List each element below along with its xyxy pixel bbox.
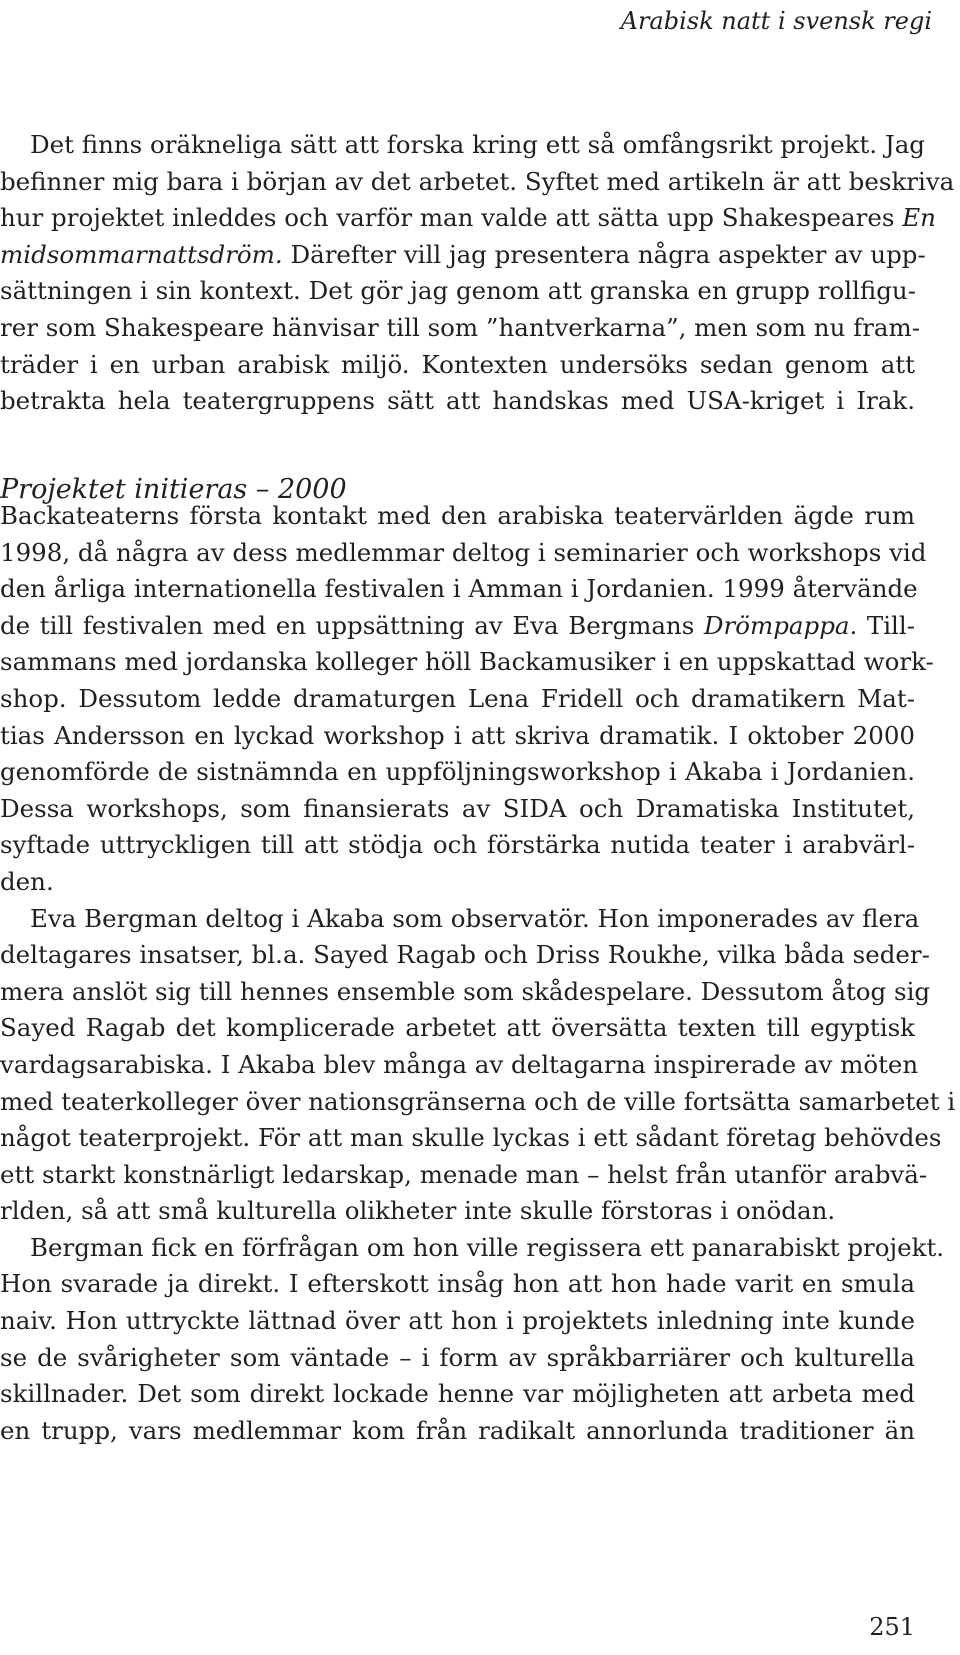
text-line: syftade uttryckligen till att stödja och förstärka nutida teater i arabvärl- [0,830,915,860]
text-line: sättningen i sin kontext. Det gör jag genom att granska en grupp rollfigu- [0,276,916,306]
text-line: shop. Dessutom ledde dramaturgen Lena Fridell och dramatikern Mat- [0,683,915,713]
text-line: Dessa workshops, som finansierats av SIDA och Dramatiska Institutet, [0,793,915,823]
text-line: vardagsarabiska. I Akaba blev många av deltagarna inspirerade av möten [0,1049,919,1079]
text-line: 1998, då några av dess medlemmar deltog i seminarier och workshops vid [0,537,927,567]
text-line: Eva Bergman deltog i Akaba som observatör. Hon imponerades av flera [30,903,920,933]
text-line: hur projektet inleddes och varför man valde att sätta upp Shakespeares En [0,203,936,233]
text-line: en trupp, vars medlemmar kom från radikalt annorlunda traditioner än [0,1415,915,1445]
text-line: genomförde de sistnämnda en uppföljningsworkshop i Akaba i Jordanien. [0,757,915,787]
text-line: de till festivalen med en uppsättning av Eva Bergmans Drömpappa. Till- [0,610,915,640]
text-line: midsommarnattsdröm. Därefter vill jag presentera några aspekter av upp- [0,239,926,269]
intro-paragraph [0,127,955,420]
text-line: sammans med jordanska kolleger höll Backamusiker i en uppskattad work- [0,647,934,677]
text-line: skillnader. Det som direkt lockade henne var möjligheten att arbeta med [0,1379,915,1409]
text-line: Det finns oräkneliga sätt att forska kring ett så omfångsrikt projekt. Jag [30,130,925,159]
text-line: rlden, så att små kulturella olikheter inte skulle förstoras i onödan. [0,1196,836,1226]
text-line: se de svårigheter som väntade – i form av språkbarriärer och kulturella [0,1342,915,1372]
italic-title: midsommarnattsdröm. [0,239,283,269]
text-line: den årliga internationella festivalen i Amman i Jordanien. 1999 återvände [0,574,918,604]
text-line: med teaterkolleger över nationsgränserna och de ville fortsätta samarbetet i [0,1086,956,1116]
text-line: den. [0,866,54,896]
text-line: ett starkt konstnärligt ledarskap, menade man – helst från utanför arabvä- [0,1159,928,1189]
italic-title: En [902,203,936,233]
text-line: befinner mig bara i början av det arbetet. Syftet med artikeln är att beskriva [0,166,955,196]
text-line: något teaterprojekt. För att man skulle lyckas i ett sådant företag behövdes [0,1123,942,1153]
text-line: betrakta hela teatergruppens sätt att handskas med USA-kriget i Irak. [0,386,915,416]
text-line: mera anslöt sig till hennes ensemble som skådespelare. Dessutom åtog sig [0,976,931,1006]
text-line: Hon svarade ja direkt. I efterskott insåg hon att hon hade varit en smula [0,1269,915,1299]
italic-title: Drömpappa. [703,610,858,640]
text-line: naiv. Hon uttryckte lättnad över att hon i projektets inledning inte kunde [0,1306,915,1336]
text-line: Sayed Ragab det komplicerade arbetet att översätta texten till egyptisk [0,1013,915,1043]
section-heading: Projektet initieras – 2000 [0,474,347,505]
text-line: tias Andersson en lyckad workshop i att skriva dramatik. I oktober 2000 [0,720,915,750]
text-line: Bergman fick en förfrågan om hon ville regissera ett panarabiskt projekt. [30,1232,945,1262]
text-line: träder i en urban arabisk miljö. Kontexten undersöks sedan genom att [0,349,915,379]
page-number: 251 [869,1613,915,1641]
text-line: deltagares insatser, bl.a. Sayed Ragab och Driss Roukhe, vilka båda seder- [0,940,930,970]
text-line: rer som Shakespeare hänvisar till som ”hantverkarna”, men som nu fram- [0,312,921,342]
text-line: Backateaterns första kontakt med den arabiska teatervärlden ägde rum [0,501,915,530]
body-paragraph-1 [0,498,956,1449]
running-header: Arabisk natt i svensk regi [620,7,932,35]
